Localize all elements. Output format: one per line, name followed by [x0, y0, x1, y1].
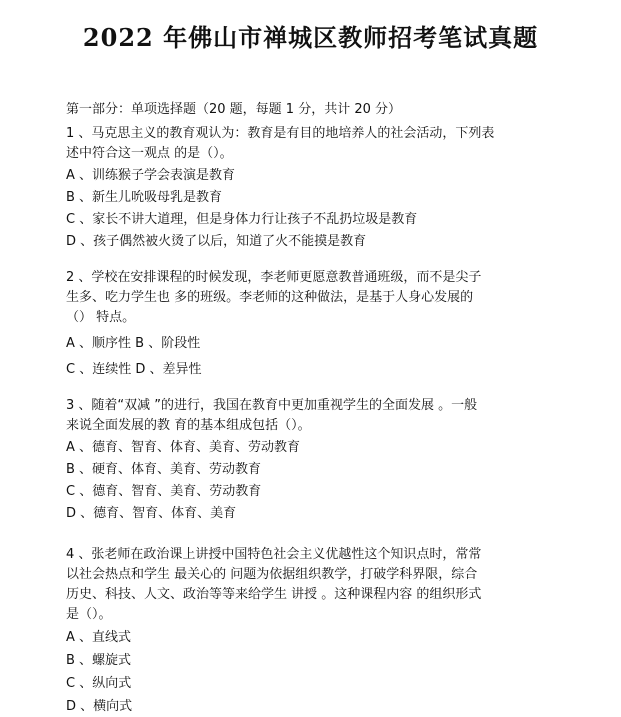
question-1-line-1: 1 、马克思主义的教育观认为：教育是有目的地培养人的社会活动，下列表 [66, 126, 495, 141]
question-1 [66, 124, 566, 252]
question-2-options-row-2: C 、连续性 D 、差异性 [66, 362, 202, 377]
question-3-option-c: C 、德育、智育、美育、劳动教育 [66, 484, 262, 499]
question-3-line-2: 来说全面发展的教 育的基本组成包括（）。 [66, 418, 311, 433]
question-1-option-b: B 、新生儿吮吸母乳是教育 [66, 190, 223, 205]
question-3-option-d: D 、德育、智育、体育、美育 [66, 506, 237, 521]
question-4-line-3: 历史、科技、人文、政治等等来给学生 讲授 。这种课程内容 的组织形式 [66, 587, 482, 602]
question-3-option-a: A 、德育、智育、体育、美育、劳动教育 [66, 440, 301, 455]
question-4-line-2: 以社会热点和学生 最关心的 问题为依据组织教学，打破学科界限，综合 [66, 567, 478, 582]
question-4-option-a: A 、直线式 [66, 630, 132, 645]
question-3 [66, 396, 566, 524]
question-1-line-2: 述中符合这一观点 的是（）。 [66, 146, 233, 161]
question-1-option-d: D 、孩子偶然被火烫了以后，知道了火不能摸是教育 [66, 234, 367, 249]
question-4-option-b: B 、螺旋式 [66, 653, 132, 668]
question-4-line-1: 4 、张老师在政治课上讲授中国特色社会主义优越性这个知识点时，常常 [66, 547, 482, 562]
question-2 [66, 268, 566, 380]
question-1-option-a: A 、训练猴子学会表演是教育 [66, 168, 236, 183]
question-4 [66, 545, 566, 717]
question-2-line-2: 生多、吃力学生也 多的班级。李老师的这种做法，是基于人身心发展的 [66, 290, 474, 305]
question-3-option-b: B 、硬育、体育、美育、劳动教育 [66, 462, 262, 477]
document-title: 2022 年佛山市禅城区教师招考笔试真题 [82, 23, 539, 52]
question-2-line-3: （） 特点。 [66, 310, 136, 325]
question-4-option-c: C 、纵向式 [66, 676, 132, 691]
question-1-option-c: C 、家长不讲大道理，但是身体力行让孩子不乱扔垃圾是教育 [66, 212, 418, 227]
question-2-options-row-1: A 、顺序性 B 、阶段性 [66, 336, 201, 351]
question-4-line-4: 是（）。 [66, 607, 112, 622]
section-heading: 第一部分：单项选择题（20 题，每题 1 分，共计 20 分） [66, 102, 402, 117]
question-2-line-1: 2 、学校在安排课程的时候发现，李老师更愿意教普通班级，而不是尖子 [66, 270, 482, 285]
question-4-option-d: D 、横向式 [66, 699, 133, 714]
question-3-line-1: 3 、随着“双减 ”的进行，我国在教育中更加重视学生的全面发展 。一般 [66, 398, 478, 413]
